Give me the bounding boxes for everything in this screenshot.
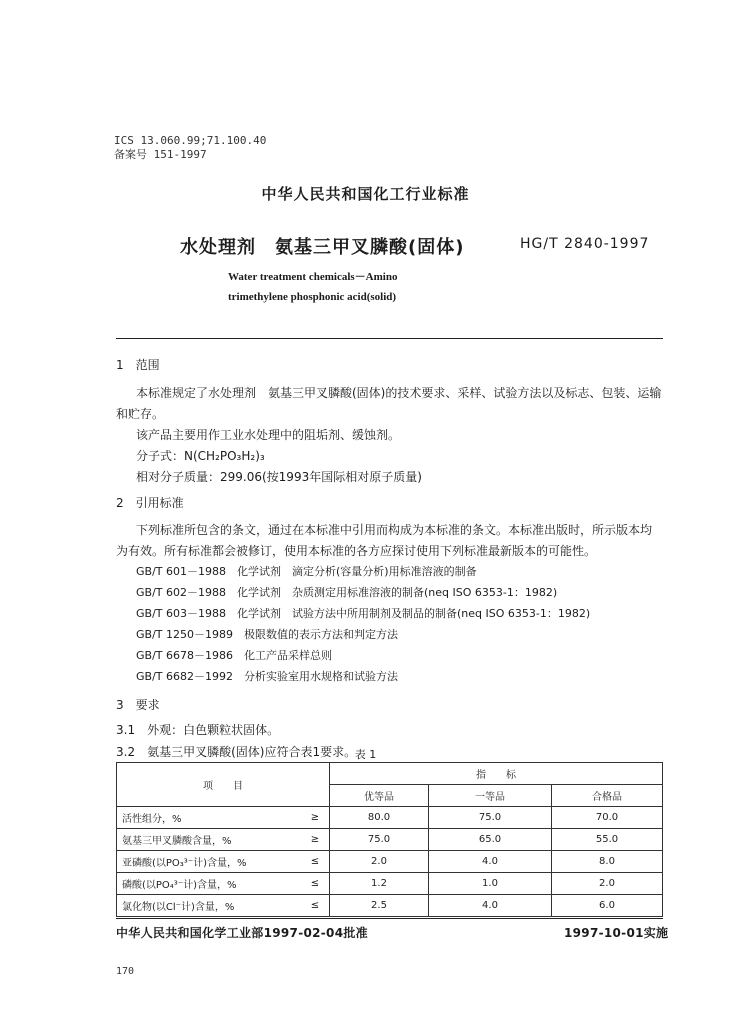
section-1-heading: 1 范围 — [116, 358, 160, 372]
table-row — [117, 873, 663, 895]
standard-body-title: 中华人民共和国化工行业标准 — [261, 185, 470, 203]
row-value: 2.0 — [330, 851, 429, 873]
english-title-line2: trimethylene phosphonic acid(solid) — [228, 291, 397, 303]
section-2-para: 为有效。所有标准都会被修订，使用本标准的各方应探讨使用下列标准最新版本的可能性。 — [116, 544, 597, 558]
section-1-para: 本标准规定了水处理剂 氨基三甲叉膦酸(固体)的技术要求、采样、试验方法以及标志、包装、运输 — [136, 386, 662, 400]
row-value: 2.5 — [330, 895, 429, 917]
record-number: 备案号 151-1997 — [114, 148, 207, 161]
row-operator: ≥ — [301, 829, 330, 851]
row-item: 氯化物(以Cl⁻计)含量，% — [117, 895, 302, 917]
row-value: 80.0 — [330, 807, 429, 829]
section-1-para: 该产品主要用作工业水处理中的阻垢剂、缓蚀剂。 — [136, 428, 401, 442]
ics-code: ICS 13.060.99;71.100.40 — [114, 134, 267, 147]
row-item: 亚磷酸(以PO₃³⁻计)含量，% — [117, 851, 302, 873]
table-row — [117, 895, 663, 917]
page-number: 170 — [116, 966, 135, 977]
grade-header: 一等品 — [429, 785, 552, 807]
requirement-item: 3.1 外观：白色颗粒状固体。 — [116, 723, 280, 737]
requirement-item: 3.2 氨基三甲叉膦酸(固体)应符合表1要求。 — [116, 745, 357, 759]
molecular-mass: 相对分子质量：299.06(按1993年国际相对原子质量) — [136, 470, 422, 484]
document-title: 水处理剂 氨基三甲叉膦酸(固体) — [180, 237, 465, 258]
row-item: 磷酸(以PO₄³⁻计)含量，% — [117, 873, 302, 895]
table-caption: 表 1 — [354, 748, 377, 761]
header-item-cell: 项 目 — [117, 763, 330, 807]
row-operator: ≤ — [301, 895, 330, 917]
row-value: 70.0 — [552, 807, 663, 829]
row-operator: ≤ — [301, 851, 330, 873]
table-header-row — [117, 763, 663, 785]
row-value: 8.0 — [552, 851, 663, 873]
reference-standard: GB/T 6678－1986 化工产品采样总则 — [136, 649, 332, 662]
row-value: 75.0 — [330, 829, 429, 851]
row-operator: ≥ — [301, 807, 330, 829]
row-value: 4.0 — [429, 895, 552, 917]
row-value: 1.0 — [429, 873, 552, 895]
row-value: 6.0 — [552, 895, 663, 917]
table-row — [117, 851, 663, 873]
implementation-date: 1997-10-01实施 — [564, 926, 669, 940]
row-operator: ≤ — [301, 873, 330, 895]
section-1-para: 和贮存。 — [116, 407, 165, 421]
row-value: 75.0 — [429, 807, 552, 829]
reference-standard: GB/T 6682－1992 分析实验室用水规格和试验方法 — [136, 670, 398, 683]
row-item: 活性组分，% — [117, 807, 302, 829]
approval-line: 中华人民共和国化学工业部1997-02-04批准 — [116, 926, 368, 940]
section-3-heading: 3 要求 — [116, 698, 160, 712]
row-value: 65.0 — [429, 829, 552, 851]
standard-number: HG/T 2840-1997 — [520, 236, 650, 252]
row-value: 55.0 — [552, 829, 663, 851]
title-divider — [116, 338, 663, 339]
requirements-table — [116, 762, 663, 917]
reference-standard: GB/T 602－1988 化学试剂 杂质测定用标准溶液的制备(neq ISO 6353-1：1982) — [136, 586, 558, 599]
section-2-para: 下列标准所包含的条文，通过在本标准中引用而构成为本标准的条文。本标准出版时，所示版本均 — [136, 523, 653, 537]
english-title-line1: Water treatment chemicals－Amino — [228, 271, 398, 283]
reference-standard: GB/T 603－1988 化学试剂 试验方法中所用制剂及制品的制备(neq ISO 6353-1：1982) — [136, 607, 591, 620]
table-row — [117, 829, 663, 851]
table-row — [117, 807, 663, 829]
section-2-heading: 2 引用标准 — [116, 496, 184, 510]
reference-standard: GB/T 601－1988 化学试剂 滴定分析(容量分析)用标准溶液的制备 — [136, 565, 477, 578]
grade-header: 优等品 — [330, 785, 429, 807]
header-index-cell: 指 标 — [330, 763, 663, 785]
row-value: 2.0 — [552, 873, 663, 895]
molecular-formula: 分子式：N(CH₂PO₃H₂)₃ — [136, 449, 265, 463]
row-value: 1.2 — [330, 873, 429, 895]
reference-standard: GB/T 1250－1989 极限数值的表示方法和判定方法 — [136, 628, 398, 641]
footer-divider — [116, 918, 663, 919]
row-value: 4.0 — [429, 851, 552, 873]
grade-header: 合格品 — [552, 785, 663, 807]
row-item: 氨基三甲叉膦酸含量，% — [117, 829, 302, 851]
